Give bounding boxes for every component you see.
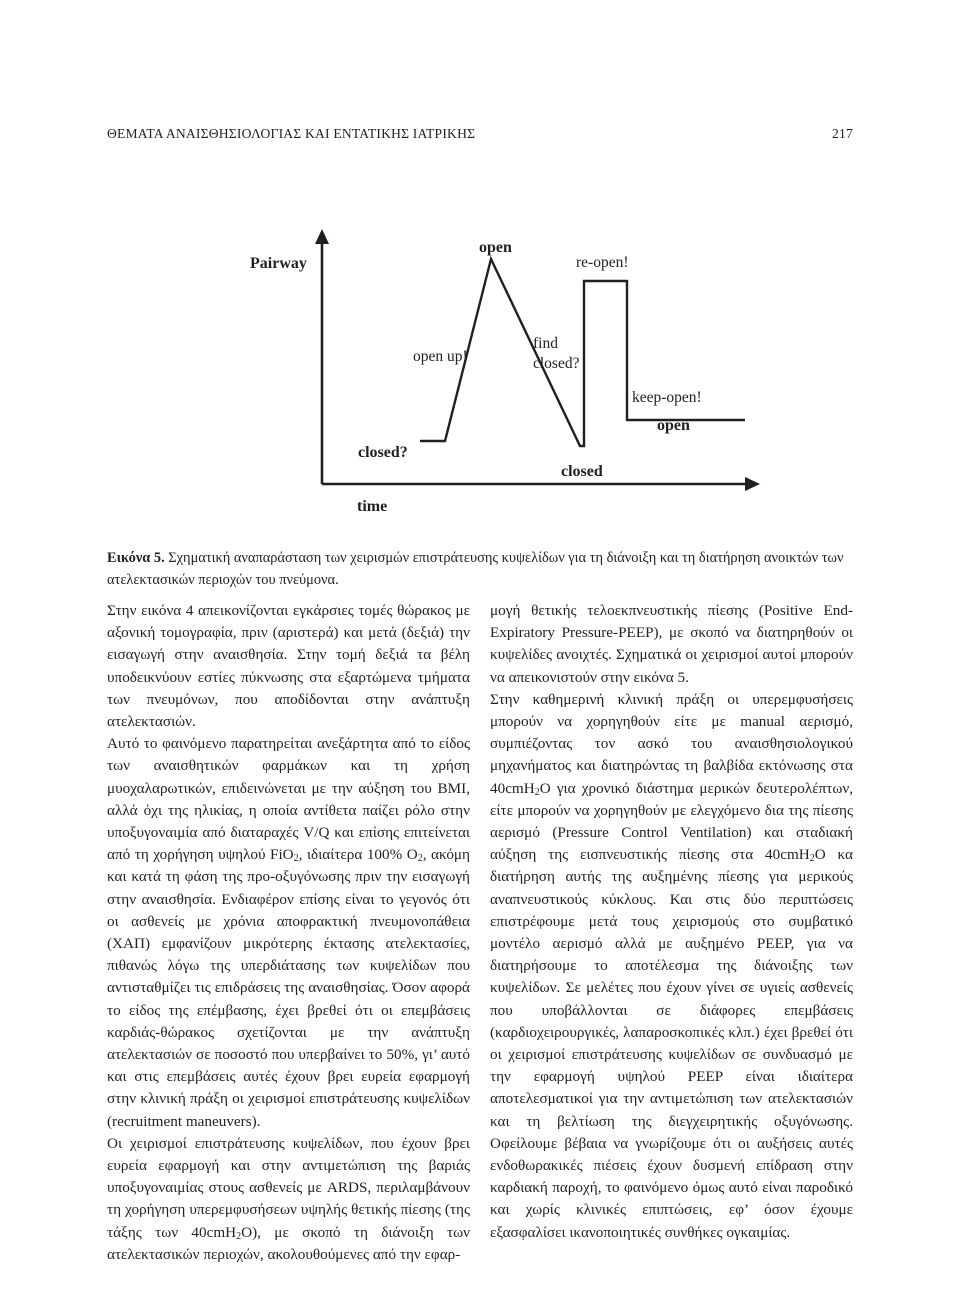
x-axis-label: time <box>357 498 388 515</box>
left-column <box>107 600 470 1266</box>
label-find: find <box>533 335 558 352</box>
right-paragraph-1: μογή θετικής τελοεκπνευστικής πίεσης (Positive End-Expiratory Pressure-PEEP), με σκοπό να διατηρηθούν οι κυψελίδες ανοιχτές. Σχηματικά οι χειρισμοί αυτοί μπορούν να απεικονιστούν στην εικόνα 5. <box>490 602 853 686</box>
caption-text: Σχηματική αναπαράσταση των χειρισμών επιστράτευσης κυψελίδων για τη διάνοιξη και τη διατήρηση ανοικτών των ατελεκτασικών περιοχών του πνεύμονα. <box>107 550 844 588</box>
label-closed-q2: closed? <box>533 355 580 372</box>
label-open-bottom: open <box>657 417 690 434</box>
label-open-up: open up! <box>413 348 468 365</box>
caption-label: Εικόνα 5. <box>107 550 165 566</box>
left-paragraph-3: Οι χειρισμοί επιστράτευσης κυψελίδων, που έχουν βρει ευρεία εφαρμογή και στην αντιμετώπιση της βαριάς υποξυγοναιμίας στους ασθενείς με ARDS, περιλαμβάνουν τη χορήγηση υπερεμφυσήσεων υψηλής θετικής πίεσης (της τάξης των 40cmH$_2$O), με σκοπό τη διάνοιξη των ατελεκτασικών περιοχών, ακολουθούμενες από την εφαρ- <box>107 1134 470 1263</box>
label-reopen: re-open! <box>576 254 629 271</box>
label-closed-q1: closed? <box>358 444 408 461</box>
y-axis-label: Pairway <box>250 255 307 272</box>
pressure-curve <box>420 259 745 446</box>
y-axis-arrowhead <box>315 229 329 244</box>
journal-title: ΘΕΜΑΤΑ ΑΝΑΙΣΘΗΣΙΟΛΟΓΙΑΣ ΚΑΙ ΕΝΤΑΤΙΚΗΣ ΙΑΤΡΙΚΗΣ <box>107 126 476 141</box>
label-open-top: open <box>479 239 512 256</box>
label-keep-open: keep-open! <box>632 389 702 406</box>
right-paragraph-2: Στην καθημερινή κλινική πράξη οι υπερεμφυσήσεις μπορούν να χορηγηθούν είτε με manual αερισμό, συμπιέζοντας τον ασκό του αναισθησιολογικού μηχανήματος και διατηρώντας τη βαλβίδα εκτόνωσης στα 40cmH$_2$O για χρονικό διάστημα μερικών δευτερολέπτων, είτε μπορούν να χορηγηθούν με ελεγχόμενο δια της πίεσης αερισμό (Pressure Control Ventilation) και σταδιακή αύξηση της εισπνευστικής πίεσης στα 40cmH$_2$O κα διατήρηση αυτής της αυξημένης πίεσης για μερικούς αναπνευστικούς κύκλους. Και στις δύο περιπτώσεις επιστρέφουμε μετά τους χειρισμούς στο συμβατικό μοντέλο αερισμό αλλά με αυξημένο PEEP, για να διατηρήσουμε το αποτέλεσμα της διάνοιξης των κυψελίδων. Σε μελέτες που έχουν γίνει σε υγιείς ασθενείς που υποβάλλονται σε διάφορες επεμβάσεις (καρδιοχειρουργικές, λαπαροσκοπικές κλπ.) έχει βρεθεί ότι οι χειρισμοί επιστράτευσης κυψελίδων σε συνδυασμό με την εφαρμογή υψηλού PEEP είναι ιδιαίτερα αποτελεσματικοί για την αντιμετώπιση των ατελεκτασιών και τη βελτίωση της διεγχειρητικής οξυγόνωσης. Οφείλουμε βέβαια να γνωρίζουμε ότι οι αυξήσεις αυτές ενδοθωρακικές πιέσεις έχουν δυσμενή επίδραση στην καρδιακή παροχή, το φαινόμενο όμως αυτό είναι παροδικό και χωρίς κλινικές επιπτώσεις, εφ’ όσον έχουμε εξασφαλίσει ικανοποιητικές συνθήκες ογκαιμίας. <box>490 690 853 1241</box>
x-axis-arrowhead <box>745 477 760 491</box>
recruitment-diagram <box>0 0 960 540</box>
page-number: 217 <box>832 126 853 141</box>
figure-caption <box>107 547 853 591</box>
left-paragraph-1: Στην εικόνα 4 απεικονίζονται εγκάρσιες τομές θώρακος με αξονική τομογραφία, πριν (αριστερά) και μετά (δεξιά) την εισαγωγή στην αναισθησία. Στην τομή δεξιά τα βέλη υποδεικνύουν εστίες πύκνωσης στα εξαρτώμενα τμήματα των πνευμόνων, που αποδίδονται στην ανάπτυξη ατελεκτασιών. <box>107 602 470 731</box>
label-closed: closed <box>561 463 603 480</box>
right-column <box>490 600 853 1244</box>
left-paragraph-2: Αυτό το φαινόμενο παρατηρείται ανεξάρτητα από το είδος των αναισθητικών φαρμάκων και τη χρήση μυοχαλαρωτικών, επιδεινώνεται με την αύξηση του BMI, αλλά όχι της ηλικίας, η οποία αντίθετα παίζει ρόλο στην υποξυγοναιμία από διαταραχές V/Q και επίσης επιτείνεται από τη χορήγηση υψηλού FiO$_2$, ιδιαίτερα 100% $O_2$, ακόμη και κατά τη φάση της προ-οξυγόνωσης πριν την εισαγωγή στην αναισθησία. Ενδιαφέρον επίσης είναι το γεγονός ότι οι ασθενείς με χρόνια αποφρακτική πνευμονοπάθεια (ΧΑΠ) εμφανίζουν μικρότερης έκτασης ατελεκτασίες, πιθανώς λόγω της υπερδιάτασης των κυψελίδων που αντισταθμίζει τις επιδράσεις της αναισθησίας. Όσον αφορά το είδος της επέμβασης, έχει βρεθεί ότι οι επεμβάσεις καρδιάς-θώρακος σχετίζονται με την ανάπτυξη ατελεκτασιών σε ποσοστό που υπερβαίνει το 50%, γι’ αυτό και στις επεμβάσεις αυτές έχουν βρει ευρεία εφαρμογή στην κλινική πράξη οι χειρισμοί επιστράτευσης κυψελίδων (recruitment maneuvers). <box>107 735 470 1130</box>
